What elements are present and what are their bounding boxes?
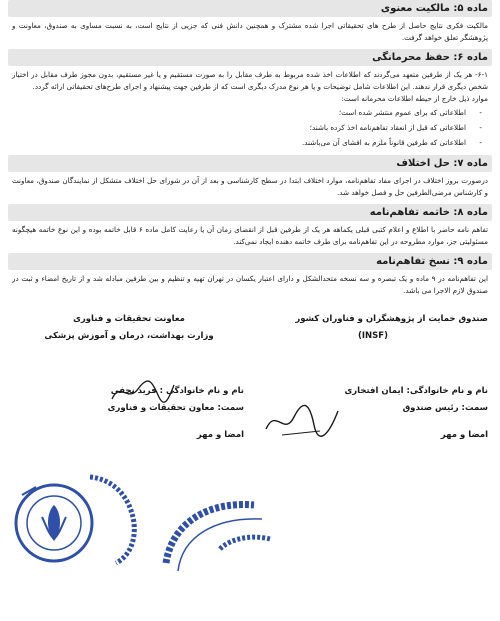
- section-heading: ماده ۵: مالکیت معنوی: [8, 0, 492, 17]
- article-8: [8, 204, 492, 248]
- org-abbreviation: (INSF): [358, 331, 388, 341]
- signatory-position: سمت: رئیس صندوق: [402, 403, 488, 413]
- exclusion-list: [8, 105, 492, 150]
- section-paragraph: درصورت بروز اختلاف در اجرای مفاد تفاهم‌نامه، موارد اختلاف ابتدا در سطح کارشناسی و بعد از آن در شورای حل اختلاف متشکل از نمایندگان صندوق، معاونت و کارشناس مرضی‌الطرفین حل و فصل خواهد شد.: [12, 176, 488, 197]
- document-page: [8, 0, 492, 621]
- list-item: - اطلاعاتی که طرفین قانوناً ملزم به افشای آن می‌باشند.: [8, 135, 466, 150]
- org-name: معاونت تحقیقات و فناوری: [73, 314, 185, 324]
- list-item: - اطلاعاتی که برای عموم منتشر شده است؛: [8, 105, 466, 120]
- sign-and-seal-label: امضا و مهر: [196, 430, 244, 440]
- section-heading: ماده ۷: حل اختلاف: [8, 155, 492, 172]
- section-paragraph: مالکیت فکری نتایج حاصل از طرح های تحقیقاتی اجرا شده مشترک و همچنین دانش فنی که جزیی از نتایج است، به نسبت مساوی به صندوق، معاونت و پژوهشگر تعلق خواهد گرفت.: [12, 21, 488, 42]
- org-name: صندوق حمایت از پژوهشگران و فناوران کشور: [295, 314, 488, 324]
- article-5: [8, 0, 492, 44]
- handwritten-signature-icon: [262, 399, 342, 443]
- section-paragraph: این تفاهم‌نامه در ۹ ماده و یک تبصره و سه نسخه متحدالشکل و دارای اعتبار یکسان در تهران تهیه و تنظیم و بین طرفین مبادله شد و از تاریخ امضاء و ثبت در صندوق لازم الاجرا می باشد.: [12, 274, 488, 295]
- article-7: [8, 155, 492, 199]
- section-heading: ماده ۹: نسخ تفاهم‌نامه: [8, 253, 492, 270]
- section-heading: ماده ۶: حفظ محرمانگی: [8, 49, 492, 66]
- list-item: - اطلاعاتی که قبل از انعقاد تفاهم‌نامه اخذ کرده باشند؛: [8, 120, 466, 135]
- signatory-position: سمت: معاون تحقیقات و فناوری: [107, 403, 244, 413]
- ministry-name: وزارت بهداشت، درمان و آموزش پزشکی: [44, 331, 214, 341]
- signature-area: [8, 311, 492, 561]
- section-heading: ماده ۸: خاتمه تفاهم‌نامه: [8, 204, 492, 221]
- article-9: [8, 253, 492, 297]
- signatory-name: نام و نام خانوادگی: ایمان افتخاری: [344, 386, 488, 396]
- sign-and-seal-label: امضا و مهر: [440, 430, 488, 440]
- article-6: [8, 49, 492, 150]
- section-paragraph: ۶-۱- هر یک از طرفین متعهد می‌گردند که اطلاعات اخذ شده مربوط به طرف مقابل را به صورت مستقیم و یا غیر مستقیم، بدون مجوز طرف مقابل در اختیار شخص دیگری قرار ندهند. این اطلاعات شامل توضیحات و یا هر نوع مدرک دیگری است که از طرفین جهت پیشنهاد و اجرای طرح‌های تحقیقاتی ارائه گردد.: [12, 70, 488, 91]
- ministry-seal-icon: [12, 465, 140, 565]
- section-paragraph: تفاهم نامه حاضر با اطلاع و اعلام کتبی قبلی یکماهه هر یک از طرفین قبل از انقضای زمان آن یا رعایت کامل ماده ۶ قابل خاتمه بوده و این نوع خاتمه هیچگونه مسئولیتی جز، موارد مطروحه در این تفاهم‌نامه برای طرف خاتمه دهنده ایجاد نمی‌کند.: [12, 225, 489, 246]
- signatory-name: نام و نام خانوادگی : فرید نجفی: [110, 386, 244, 396]
- insf-seal-icon: [158, 493, 278, 573]
- section-paragraph-2: موارد ذیل خارج از حیطه اطلاعات محرمانه است:: [341, 94, 488, 103]
- handwritten-signature-icon: [108, 377, 178, 407]
